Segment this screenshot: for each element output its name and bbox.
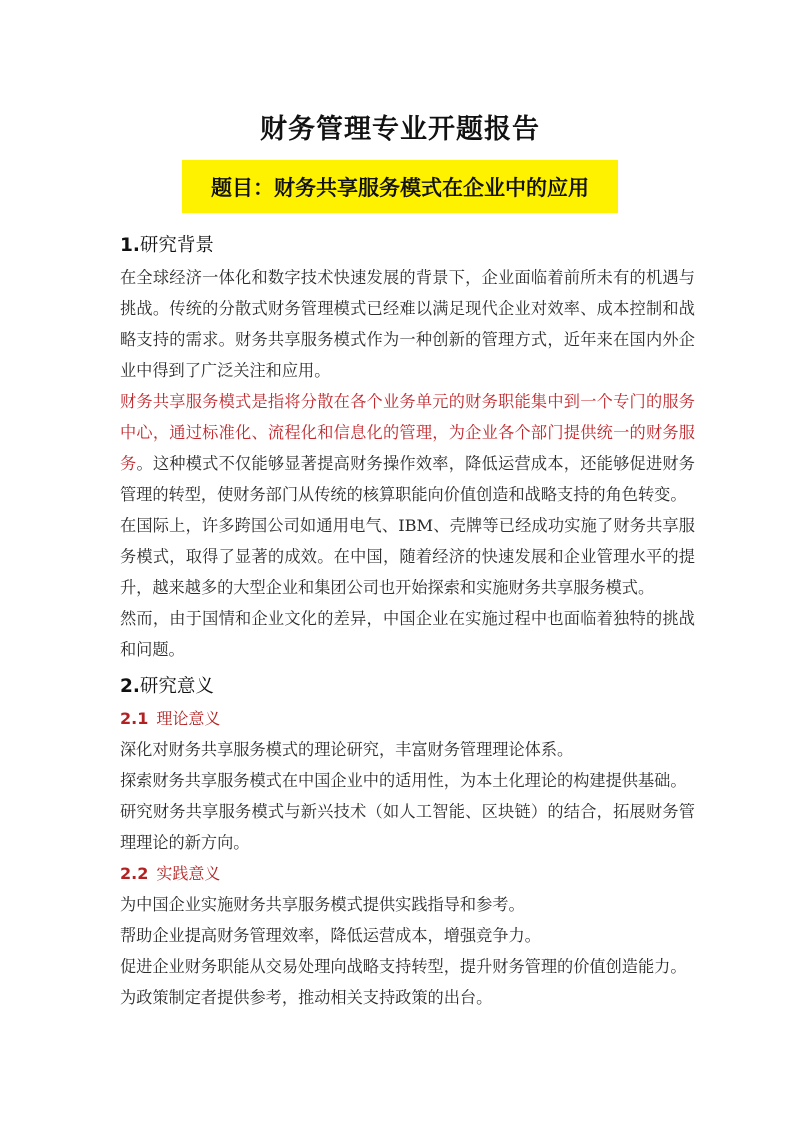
document-body: [120, 230, 695, 1013]
section-heading-significance: [120, 671, 695, 703]
section-number: 1.: [120, 235, 140, 256]
definition-continuation: 。这种模式不仅能够显著提高财务操作效率，降低运营成本，还能够促进财务管理的转型，使财务部门从传统的核算职能向价值创造和战略支持的角色转变。: [120, 454, 695, 504]
list-item: 为中国企业实施财务共享服务模式提供实践指导和参考。: [120, 895, 525, 914]
document-subtitle: 题目：财务共享服务模式在企业中的应用: [211, 176, 589, 200]
list-item: 为政策制定者提供参考，推动相关支持政策的出台。: [120, 988, 493, 1007]
highlighted-definition: 财务共享服务模式是指将分散在各个业务单元的财务职能集中到一个专门的服务中心，通过标准化、流程化和信息化的管理，为企业各个部门提供统一的财务服务: [120, 392, 695, 473]
paragraph-challenges: 然而，由于国情和企业文化的差异，中国企业在实施过程中也面临着独特的挑战和问题。: [120, 609, 695, 659]
section-title: 研究意义: [139, 676, 214, 697]
list-item: 深化对财务共享服务模式的理论研究，丰富财务管理理论体系。: [120, 740, 574, 759]
list-item: 探索财务共享服务模式在中国企业中的适用性，为本土化理论的构建提供基础。: [120, 771, 687, 790]
subsection-title: 实践意义: [156, 864, 221, 883]
list-item: 研究财务共享服务模式与新兴技术（如人工智能、区块链）的结合，拓展财务管理理论的新方向。: [120, 802, 695, 852]
paragraph-definition: [120, 386, 695, 510]
subsection-title: 理论意义: [156, 709, 221, 728]
section-heading-background: [120, 230, 695, 262]
subsection-number: 2.1: [120, 709, 149, 728]
document-title: 财务管理专业开题报告: [260, 114, 540, 145]
subsection-heading-theory: [120, 703, 695, 734]
paragraph-background-intro: 在全球经济一体化和数字技术快速发展的背景下，企业面临着前所未有的机遇与挑战。传统的分散式财务管理模式已经难以满足现代企业对效率、成本控制和战略支持的需求。财务共享服务模式作为一种创新的管理方式，近年来在国内外企业中得到了广泛关注和应用。: [120, 268, 695, 380]
subsection-heading-practice: [120, 858, 695, 889]
subsection-number: 2.2: [120, 864, 149, 883]
paragraph-international: 在国际上，许多跨国公司如通用电气、IBM、壳牌等已经成功实施了财务共享服务模式，取得了显著的成效。在中国，随着经济的快速发展和企业管理水平的提升，越来越多的大型企业和集团公司也开始探索和实施财务共享服务模式。: [120, 516, 695, 597]
section-number: 2.: [120, 676, 140, 697]
list-item: 促进企业财务职能从交易处理向战略支持转型，提升财务管理的价值创造能力。: [120, 957, 687, 976]
list-item: 帮助企业提高财务管理效率，降低运营成本，增强竞争力。: [120, 926, 541, 945]
section-title: 研究背景: [139, 235, 214, 256]
